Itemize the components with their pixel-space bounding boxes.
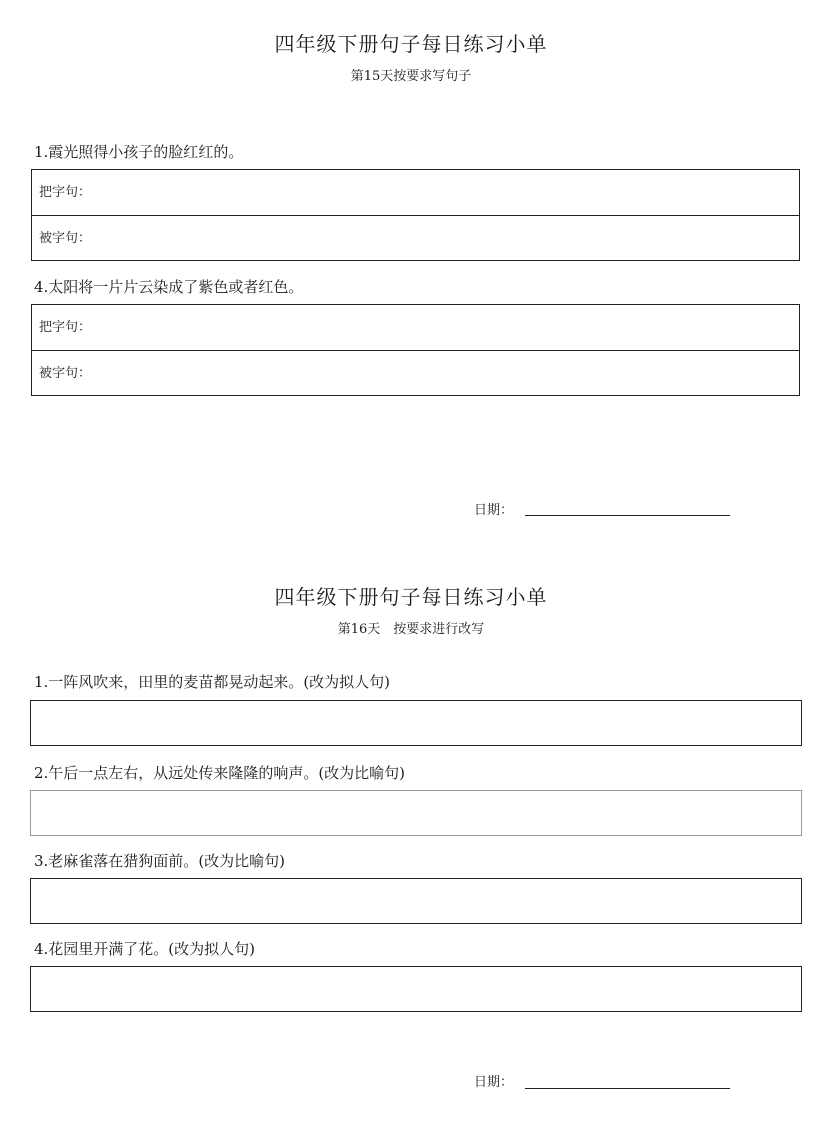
section1-subtitle: 第15天按要求写句子 (350, 69, 472, 84)
bei-sentence-field[interactable] (32, 215, 799, 260)
section2-date-line[interactable] (525, 1088, 730, 1089)
ba-sentence-label: 把字句： (39, 185, 92, 200)
ba-sentence-label: 把字句： (39, 320, 92, 335)
ba-sentence-field[interactable] (32, 305, 799, 350)
section2-title: 四年级下册句子每日练习小单 (274, 585, 548, 609)
section2-date-label: 日期： (474, 1075, 514, 1090)
section2-question-3: 3.老麻雀落在猎狗面前。(改为比喻句) (34, 852, 286, 870)
section1-question-4: 4.太阳将一片片云染成了紫色或者红色。 (34, 278, 304, 296)
ba-sentence-field[interactable] (32, 170, 799, 215)
section2-subtitle: 第16天 按要求进行改写 (337, 622, 485, 637)
bei-sentence-label: 被字句： (39, 231, 92, 246)
section2-answer-box-1[interactable] (30, 700, 802, 746)
section2-answer-box-2[interactable] (30, 790, 802, 836)
bei-sentence-field[interactable] (32, 350, 799, 395)
section2-answer-box-4[interactable] (30, 966, 802, 1012)
section1-date-label: 日期： (474, 503, 514, 518)
section2-question-1: 1.一阵风吹来，田里的麦苗都晃动起来。(改为拟人句) (34, 673, 391, 691)
bei-sentence-label: 被字句： (39, 366, 92, 381)
section2-question-4: 4.花园里开满了花。(改为拟人句) (34, 940, 256, 958)
section2-answer-box-3[interactable] (30, 878, 802, 924)
section1-answer-box-1 (31, 169, 800, 261)
section1-date-line[interactable] (525, 515, 730, 516)
section2-question-2: 2.午后一点左右，从远处传来隆隆的响声。(改为比喻句) (34, 764, 406, 782)
section1-title: 四年级下册句子每日练习小单 (274, 32, 548, 56)
section1-answer-box-4 (31, 304, 800, 396)
section1-question-1: 1.霞光照得小孩子的脸红红的。 (34, 143, 244, 161)
